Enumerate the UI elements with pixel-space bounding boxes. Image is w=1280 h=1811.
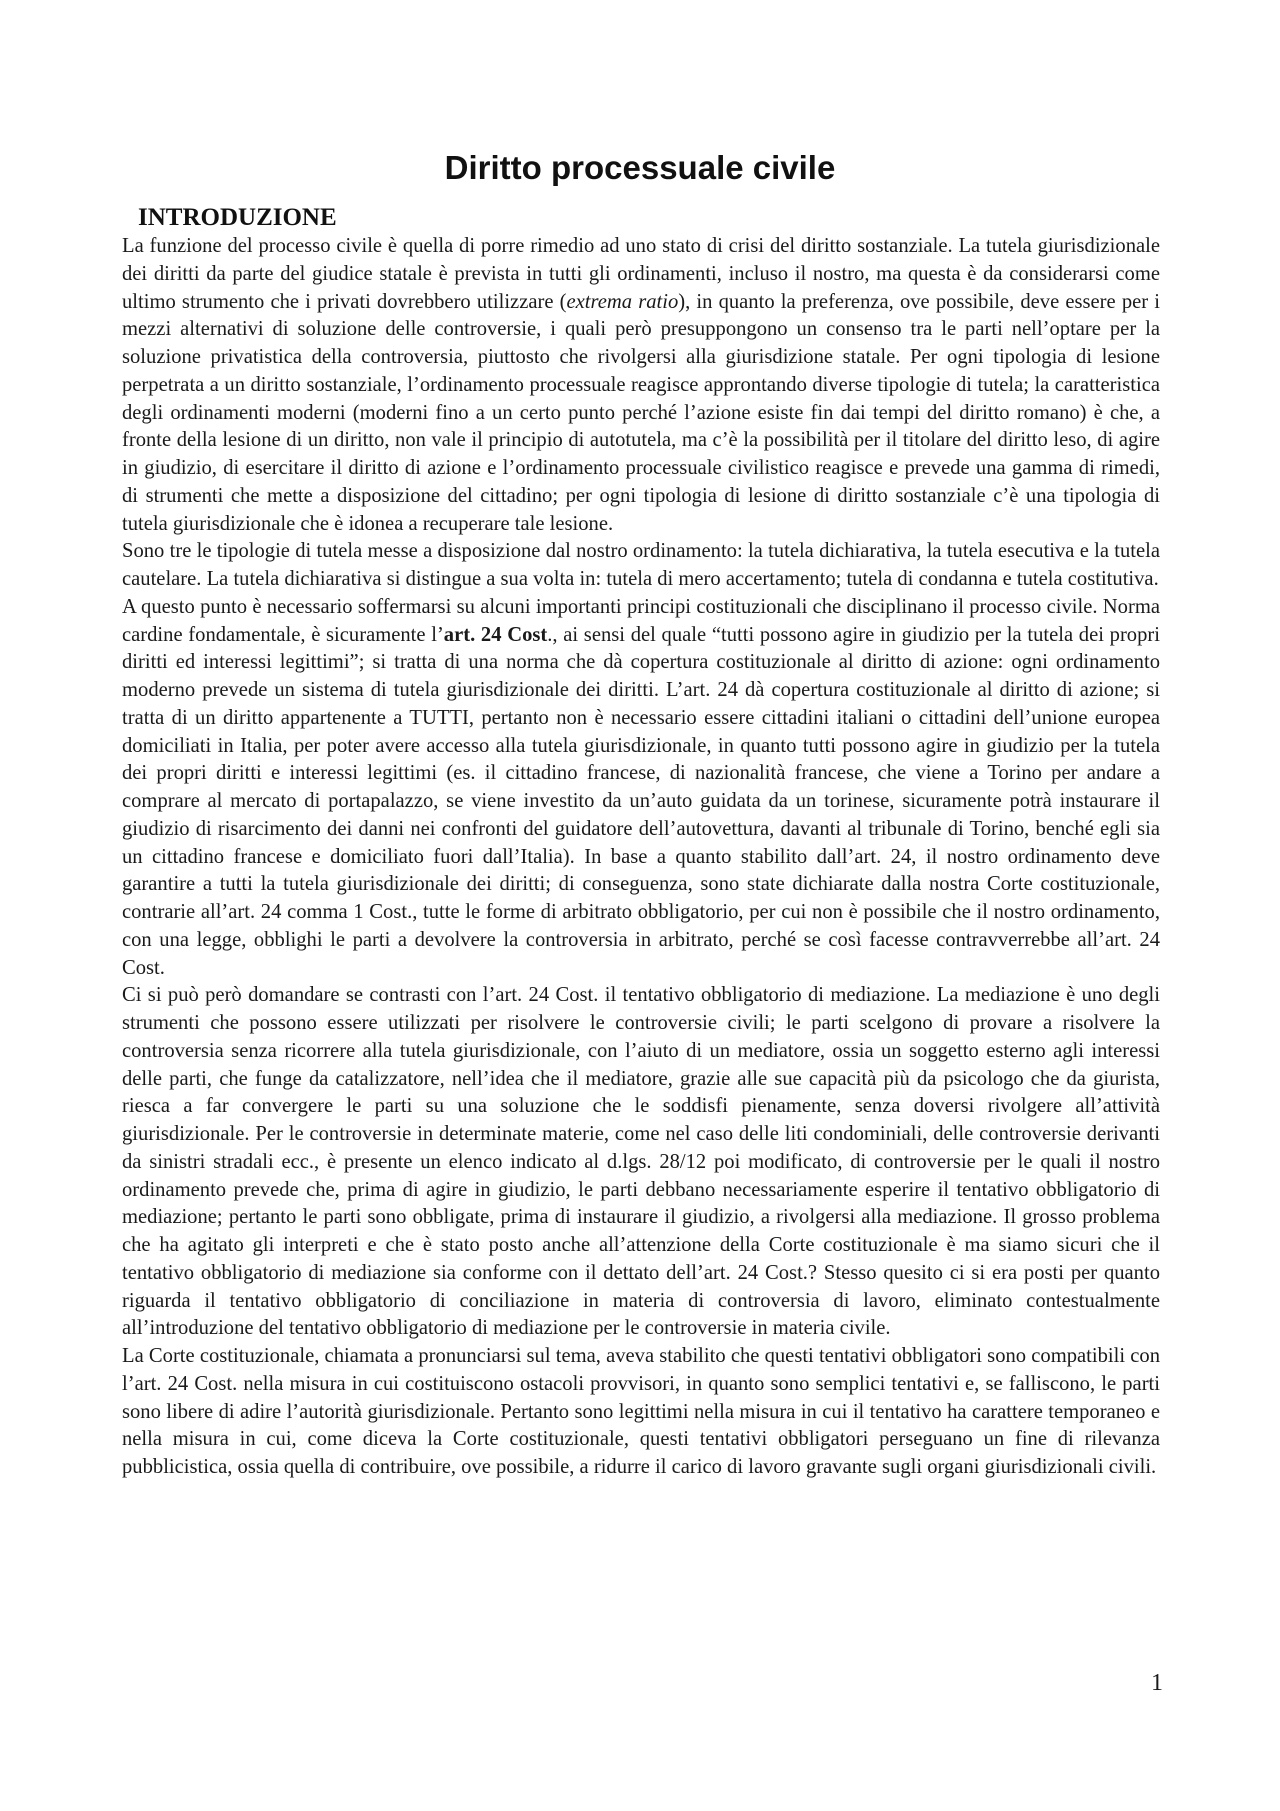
section-heading-introduzione: INTRODUZIONE (138, 204, 337, 231)
paragraph-2: Sono tre le tipologie di tutela messe a disposizione dal nostro ordinamento: la tutela dichiarativa, la tutela esecutiva e la tutela cautelare. La tutela dichiarativa si distingue a sua volta in: tutela di mero accertamento; tutela di condanna e tutela costitutiva. (122, 540, 1160, 590)
paragraph-1 (122, 233, 1160, 538)
paragraph-1-text-a: La funzione del processo civile è quella di porre rimedio ad uno stato di crisi del diritto sostanziale. La tutela giurisdizionale dei diritti da parte del giudice statale è prevista in tutti gli ordinamenti, incluso il nostro, ma questa è da considerarsi come ultimo strumento che i privati dovrebbero utilizzare ( (122, 235, 1160, 313)
document-title: Diritto processuale civile (444, 149, 836, 186)
paragraph-1-text-b: ), in quanto la preferenza, ove possibile, deve essere per i mezzi alternativi di soluzione delle controversie, i quali però presuppongono un consenso tra le parti nell’optare per la soluzione privatistica della controversia, piuttosto che rivolgersi alla giurisdizione statale. Per ogni tipologia di lesione perpetrata a un diritto sostanziale, l’ordinamento processuale reagisce approntando diverse tipologie di tutela; la caratteristica degli ordinamenti moderni (moderni fino a un certo punto perché l’azione esiste fin dai tempi del diritto romano) è che, a fronte della lesione di un diritto, non vale il principio di autotutela, ma c’è la possibilità per il titolare del diritto leso, di agire in giudizio, di esercitare il diritto di azione e l’ordinamento processuale civilistico reagisce e prevede una gamma di rimedi, di strumenti che mette a disposizione del cittadino; per ogni tipologia di lesione di diritto sostanziale c’è una tipologia di tutela giurisdizionale che è idonea a recuperare tale lesione. (122, 290, 1160, 535)
paragraph-1-italic-term: extrema ratio (566, 290, 679, 313)
paragraph-3-bold-article: art. 24 Cost (443, 623, 548, 646)
body-text (122, 233, 1160, 1482)
paragraph-4: Ci si può però domandare se contrasti con l’art. 24 Cost. il tentativo obbligatorio di mediazione. La mediazione è uno degli strumenti che possono essere utilizzati per risolvere le controversie civili; le parti scelgono di provare a risolvere la controversia senza ricorrere alla tutela giurisdizionale, con l’aiuto di un mediatore, ossia un soggetto esterno agli interessi delle parti, che funge da catalizzatore, nell’idea che il mediatore, grazie alle sue capacità più da psicologo che da giurista, riesca a far convergere le parti su una soluzione che le soddisfi pienamente, senza doversi rivolgere all’attività giurisdizionale. Per le controversie in determinate materie, come nel caso delle liti condominiali, delle controversie derivanti da sinistri stradali ecc., è presente un elenco indicato al d.lgs. 28/12 poi modificato, di controversie per le quali il nostro ordinamento prevede che, prima di agire in giudizio, le parti debbano necessariamente esperire il tentativo obbligatorio di mediazione; pertanto le parti sono obbligate, prima di instaurare il giudizio, a rivolgersi alla mediazione. Il grosso problema che ha agitato gli interpreti e che è stato posto anche all’attenzione della Corte costituzionale è ma siamo sicuri che il tentativo obbligatorio di mediazione sia conforme con il dettato dell’art. 24 Cost.? Stesso quesito ci si era posti per quanto riguarda il tentativo obbligatorio di conciliazione in materia di controversia di lavoro, eliminato contestualmente all’introduzione del tentativo obbligatorio di mediazione per le controversie in materia civile. (122, 984, 1160, 1340)
page-number: 1 (1151, 1670, 1163, 1696)
paragraph-5: La Corte costituzionale, chiamata a pronunciarsi sul tema, aveva stabilito che questi tentativi obbligatori sono compatibili con l’art. 24 Cost. nella misura in cui costituiscono ostacoli provvisori, in quanto sono semplici tentativi e, se falliscono, le parti sono libere di adire l’autorità giurisdizionale. Pertanto sono legittimi nella misura in cui il tentativo ha carattere temporaneo e nella misura in cui, come diceva la Corte costituzionale, questi tentativi obbligatori perseguano un fine di rilevanza pubblicistica, ossia quella di contribuire, ove possibile, a ridurre il carico di lavoro gravante sugli organi giurisdizionali civili. (122, 1345, 1160, 1478)
paragraph-3-text-a: A questo punto è necessario soffermarsi su alcuni importanti principi costituzionali che disciplinano il processo civile. Norma cardine fondamentale, è sicuramente l’ (122, 595, 1160, 646)
paragraph-3 (122, 594, 1160, 983)
paragraph-3-text-b: ., ai sensi del quale “tutti possono agire in giudizio per la tutela dei propri diritti ed interessi legittimi”; si tratta di una norma che dà copertura costituzionale al diritto di azione: ogni ordinamento moderno prevede un sistema di tutela giurisdizionale dei diritti. L’art. 24 dà copertura costituzionale al diritto di azione; si tratta di un diritto appartenente a TUTTI, pertanto non è necessario essere cittadini italiani o cittadini dell’unione europea domiciliati in Italia, per poter avere accesso alla tutela giurisdizionale, in quanto tutti possono agire in giudizio per la tutela dei propri diritti e interessi legittimi (es. il cittadino francese, di nazionalità francese, che viene a Torino per andare a comprare al mercato di portapalazzo, se viene investito da un’auto guidata da un torinese, sicuramente potrà instaurare il giudizio di risarcimento dei danni nei confronti del guidatore dell’autovettura, davanti al tribunale di Torino, benché egli sia un cittadino francese e domiciliato fuori dall’Italia). In base a quanto stabilito dall’art. 24, il nostro ordinamento deve garantire a tutti la tutela giurisdizionale dei diritti; di conseguenza, sono state dichiarate dalla nostra Corte costituzionale, contrarie all’art. 24 comma 1 Cost., tutte le forme di arbitrato obbligatorio, per cui non è possibile che il nostro ordinamento, con una legge, obblighi le parti a devolvere la controversia in arbitrato, perché se così facesse contravverrebbe all’art. 24 Cost. (122, 623, 1160, 979)
